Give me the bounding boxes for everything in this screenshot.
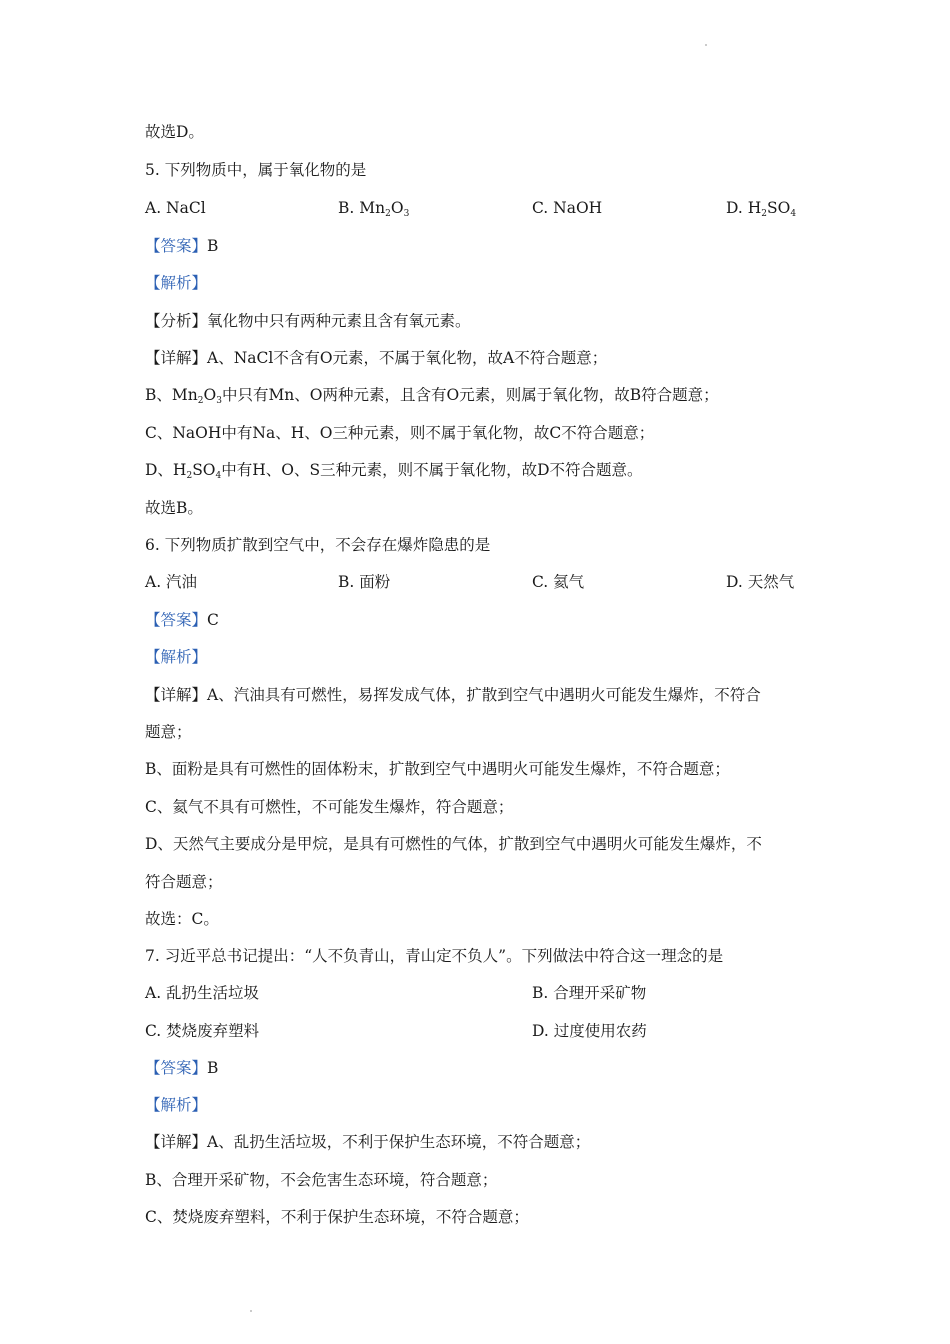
q6-option-a: A. 汽油	[145, 573, 198, 591]
q7-detail-b: B、合理开采矿物，不会危害生态环境，符合题意；	[145, 1171, 498, 1189]
q6-detail-d-line1: D、天然气主要成分是甲烷，是具有可燃性的气体，扩散到空气中遇明火可能发生爆炸，不	[145, 835, 762, 853]
q6-option-d: D. 天然气	[726, 573, 795, 591]
q6-option-b: B. 面粉	[338, 573, 391, 591]
page-bottom-dot	[250, 1310, 252, 1312]
q7-detail-a: 【详解】A、乱扔生活垃圾，不利于保护生态环境，不符合题意；	[145, 1133, 591, 1151]
q5-option-d: D. $H_2SO_4$	[726, 199, 797, 219]
q7-stem: 7. 习近平总书记提出：“人不负青山，青山定不负人”。下列做法中符合这一理念的是	[145, 947, 724, 965]
q5-option-c: C. NaOH	[532, 199, 603, 217]
q6-option-c: C. 氦气	[532, 573, 585, 591]
q6-detail-b: B、面粉是具有可燃性的固体粉末，扩散到空气中遇明火可能发生爆炸，不符合题意；	[145, 760, 730, 778]
q7-answer: 【答案】B	[145, 1059, 219, 1077]
q5-detail-d: D、$H_2SO_4$中有H、O、S三种元素，则不属于氧化物，故D不符合题意。	[145, 461, 643, 481]
q5-stem: 5. 下列物质中，属于氧化物的是	[145, 161, 367, 179]
q5-fenxi: 【分析】氧化物中只有两种元素且含有氧元素。	[145, 312, 471, 330]
q5-answer: 【答案】B	[145, 237, 219, 255]
q7-option-b: B. 合理开采矿物	[532, 984, 647, 1002]
q5-detail-c: C、NaOH中有Na、H、O三种元素，则不属于氧化物，故C不符合题意；	[145, 424, 655, 442]
q5-detail-a: 【详解】A、NaCl不含有O元素，不属于氧化物，故A不符合题意；	[145, 349, 608, 367]
q5-detail-b: B、$Mn_2O_3$中只有Mn、O两种元素，且含有O元素，则属于氧化物，故B符合题意；	[145, 386, 719, 406]
q6-conclusion: 故选：C。	[145, 910, 219, 928]
q7-option-d: D. 过度使用农药	[532, 1022, 647, 1040]
q6-answer: 【答案】C	[145, 611, 219, 629]
q6-analysis-tag: 【解析】	[145, 648, 208, 666]
q5-option-b: B. $Mn_2O_3$	[338, 199, 410, 219]
q5-option-a: A. NaCl	[145, 199, 206, 217]
q6-detail-d-line2: 符合题意；	[145, 873, 223, 891]
prev-conclusion: 故选D。	[145, 123, 204, 141]
q5-conclusion: 故选B。	[145, 499, 203, 517]
q7-detail-c: C、焚烧废弃塑料，不利于保护生态环境，不符合题意；	[145, 1208, 529, 1226]
q7-option-a: A. 乱扔生活垃圾	[145, 984, 260, 1002]
answer-tag: 【答案】	[145, 237, 208, 255]
q6-detail-c: C、氦气不具有可燃性，不可能发生爆炸，符合题意；	[145, 798, 514, 816]
q6-detail-a-line1: 【详解】A、汽油具有可燃性，易挥发成气体，扩散到空气中遇明火可能发生爆炸，不符合	[145, 686, 761, 704]
q7-option-c: C. 焚烧废弃塑料	[145, 1022, 260, 1040]
q6-stem: 6. 下列物质扩散到空气中，不会存在爆炸隐患的是	[145, 536, 491, 554]
q5-analysis-tag: 【解析】	[145, 274, 208, 292]
q6-detail-a-line2: 题意；	[145, 723, 192, 741]
page-top-dot	[705, 44, 707, 46]
q7-analysis-tag: 【解析】	[145, 1096, 208, 1114]
